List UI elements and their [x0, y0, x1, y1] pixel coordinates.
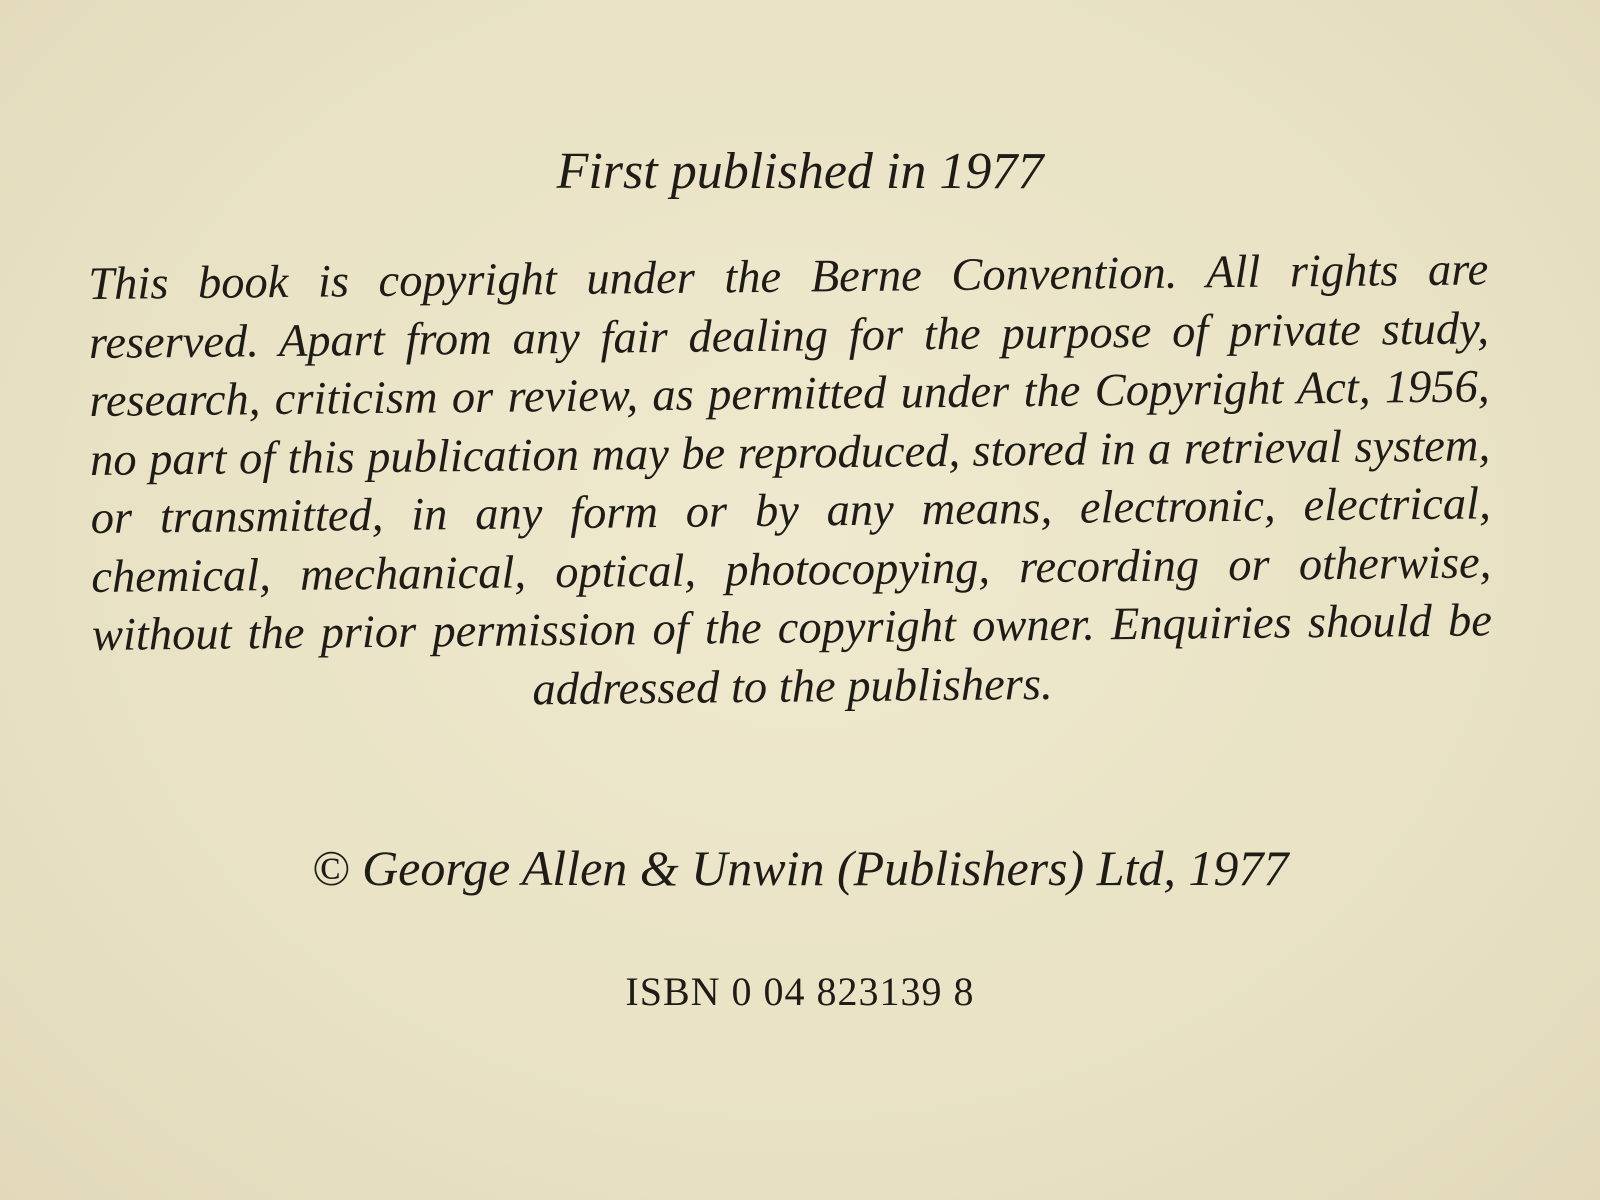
isbn-line: ISBN 0 04 823139 8: [625, 969, 975, 1014]
first-published-line: First published in 1977: [556, 143, 1044, 200]
copyright-notice-paragraph: This book is copyright under the Berne Convention. All rights are reserved. Apart from any fair dealing for the purpose of private study, research, criticism or review, as permitted under the Copyright Act, 1956, no part of this publication may be reproduced, stored in a retrieval system, or transmitted, in any form or by any means, electronic, electrical, chemical, mechanical, optical, photocopying, recording or otherwise, without the prior permission of the copyright owner. Enquiries should be addressed to the publishers.: [88, 244, 1493, 715]
copyright-holder-line: © George Allen & Unwin (Publishers) Ltd, 1977: [311, 840, 1289, 896]
